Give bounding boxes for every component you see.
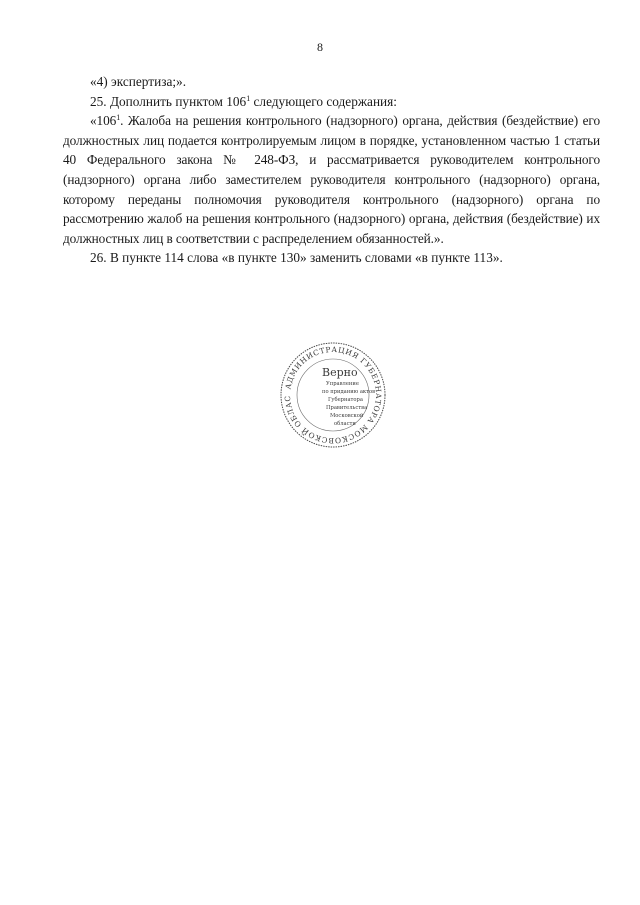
stamp-seal (278, 340, 388, 450)
paragraph-4: 26. В пункте 114 слова «в пункте 130» заменить словами «в пункте 113». (90, 250, 503, 266)
stamp-line-6: области (334, 421, 356, 427)
superscript: 1 (246, 93, 251, 103)
superscript: 1 (116, 113, 121, 123)
stamp-outer-ring (281, 343, 385, 447)
stamp-ring-text: АДМИНИСТРАЦИЯ ГУБЕРНАТОРА МОСКОВСКОЙ ОБЛАС (282, 344, 384, 446)
stamp-title: Верно (322, 366, 358, 379)
stamp-line-3: Губернатора (328, 397, 363, 403)
paragraph-3 (63, 111, 600, 248)
stamp-line-1: Управление (326, 381, 359, 387)
paragraph-2 (63, 92, 600, 112)
page-number: 8 (317, 40, 323, 54)
certification-stamp (278, 340, 388, 450)
paragraph-3-lead: «106 (90, 113, 117, 129)
paragraph-2-text: 25. Дополнить пунктом 106 (90, 93, 247, 109)
stamp-line-2: по приданию актов (322, 389, 376, 395)
paragraph-2-tail: следующего содержания: (250, 93, 397, 109)
stamp-line-4: Правительства (326, 405, 368, 411)
paragraph-1: «4) экспертиза;». (90, 74, 187, 89)
stamp-line-5: Московской (330, 413, 364, 419)
paragraph-3-text: . Жалоба на решения контрольного (надзорного) органа, действия (бездействие) его должностных лиц подается контролируемым лицом в порядке, установленном частью 1 статьи 40 Федерального закона № 248-ФЗ, и рассматривается руководителем контрольного (надзорного) органа либо заместителем руководителя контрольного (надзорного) органа, которому переданы полномочия руководителя контрольного (надзорного) органа по рассмотрению жалоб на решения контрольного (надзорного) органа, действия (бездействие) их должностных лиц в соответствии с распределением обязанностей.». (63, 113, 600, 246)
document-body (63, 72, 600, 268)
